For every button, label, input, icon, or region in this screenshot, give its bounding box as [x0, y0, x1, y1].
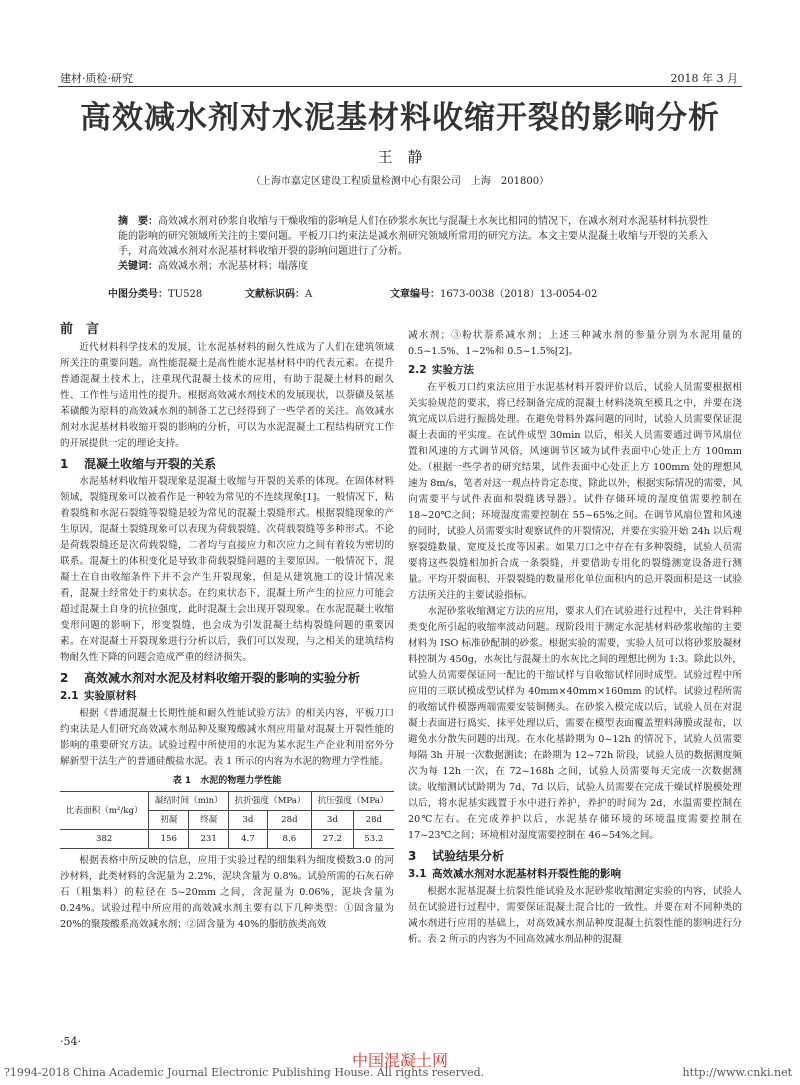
section-2-1-number: 2.1 — [60, 690, 79, 702]
copyright-footer: ?1994-2018 China Academic Journal Electronic Publishing House. All rights reserved. — [4, 1066, 485, 1079]
method-paragraph-1: 在平板刀口约束法应用于水泥基材料开裂评价以后，试验人员需要根据相关实验规范的要求，将已经制备完成的混凝土材料浇筑至模具之中，并要在浇筑完成以后进行振捣处理。在避免骨料外露问题的同时，试验人员需要保证混凝土表面的平实度。在试件成型 30min 以后，相关人员需要通过调节风扇位置和风速的方式调节风俗，风速调节区域为试件表面中心处正上方 100mm 处。（根据一些学者的研究结果，试件表面中心处正上方 100mm 处的理想风速为 8m/s，笔者对这一观点持肯定态度，除此以外，根据实际情况的需要，风向需要平与试件表面和裂缝诱导器）。试件存储环境的湿度值需要控制在18~20℃之间；环境湿度需要控制在 55~65%之间。在调节风扇位置和风速的同时，试验人员需要实时观察试件的开裂情况，并要在实验开始 24h 以后观察裂缝数量、宽度及长度等因素。如果刀口之中存在有多种裂缝，试验人员需要将这些裂缝相加折合成一条裂缝，并要借助专用化的裂缝测宽设备进行测量。平均开裂面积、开裂裂缝的数量形化单位面积内的总开裂面积是这一试验方法所关注的主要试验指标。 — [408, 382, 742, 601]
article-number-block — [390, 285, 597, 300]
table-subheader-3d: 3d — [312, 811, 354, 830]
clc-value: TU528 — [168, 289, 203, 300]
paper-title: 高效减水剂对水泥基材料收缩开裂的影响分析 — [80, 100, 720, 136]
materials-paragraph: 根据表格中所反映的信息，应用于实验过程的细集料为细度模数3.0 的河沙材料，此类材料的含泥量为 2.2%，泥块含量为 0.8%。试验所需的石灰石碎石（粗集料）的粒径在 5~20mm 之间，含泥量为 0.06%，泥块含量为 0.24%。试验过程中所应用的高效减水剂主要有以下几种类型：①固含量为 20%的聚羧酸系高效减水剂；②固含量为 40%的脂肪族类高效 — [60, 855, 394, 930]
abstract-label: 摘 要： — [118, 216, 158, 227]
table-cell: 8.6 — [267, 830, 311, 849]
table-row — [60, 830, 394, 849]
preface-paragraph: 近代材料科学技术的发展，让水泥基材料的耐久性成为了人们在建筑领域所关注的重要问题。高性能混凝土是高性能水泥基材料中的代表元素。在提升普通混凝土技术上，注重现代混凝土技术的应用，有助于混凝土材料的耐久性、工作性与适用性的提升。根据高效减水剂技术的发展现状，以萘磺及氨基苯磺酸为原料的高效减水剂的制备工艺已经得到了一些学者的关注。高效减水剂对水泥基材料收缩开裂的影响的分析，可以为水泥混凝土工程结构研究工作的开展提供一定的理论支持。 — [60, 342, 394, 449]
section-2-number: 2 — [60, 671, 69, 685]
section-2-2-number: 2.2 — [408, 364, 427, 376]
page-number: ·54· — [60, 1035, 81, 1048]
section-3-title: 试验结果分析 — [432, 849, 505, 863]
article-number-label: 文章编号： — [390, 289, 440, 300]
article-number-value: 1673-0038（2018）13-0054-02 — [440, 289, 598, 300]
preface-heading: 前 言 — [60, 322, 100, 337]
cement-properties-table — [60, 791, 394, 849]
section-3-heading — [408, 848, 742, 864]
issue-date-header: 2018 年 3 月 — [670, 72, 738, 85]
section-3-number: 3 — [408, 849, 417, 863]
table-cell: 27.2 — [312, 830, 354, 849]
table-header-setting: 凝结时间（min） — [149, 792, 229, 811]
table-cell: 4.7 — [229, 830, 268, 849]
table-header-row — [60, 792, 394, 811]
right-column — [408, 328, 742, 948]
author-affiliation: （上海市嘉定区建设工程质量检测中心有限公司 上海 201800） — [250, 176, 550, 187]
header-rule — [58, 86, 742, 87]
section-2-heading — [60, 670, 394, 686]
author-name: 王 静 — [377, 148, 423, 166]
table-header-area: 比表面积（m²/kg） — [60, 792, 149, 830]
continued-paragraph: 减水剂；③粉状萘系减水剂；上述三种减水剂的参量分别为水泥用量的0.5~1.5%、1~2%和 0.5~1.5%[2]。 — [408, 330, 742, 357]
left-column — [60, 322, 394, 933]
doc-code-value: A — [305, 289, 313, 300]
table-1-caption: 表 1 水泥的物理力学性能 — [172, 776, 282, 786]
table-subheader-initial: 初凝 — [149, 811, 189, 830]
section-2-1-heading — [60, 688, 394, 704]
table-subheader-3d: 3d — [229, 811, 268, 830]
table-header-flexural: 抗折强度（MPa） — [229, 792, 312, 811]
section-1-paragraph: 水泥基材料收缩开裂现象是混凝土收缩与开裂的关系的体现。在固体材料领域，裂缝现象可以被看作是一种较为常见的不连续现象[1]。一般情况下，粘着裂缝和水泥石裂缝等裂缝是较为常见的混凝土裂缝形式。根据裂缝现象的产生原因，混凝土裂缝现象可以表现为荷载裂缝、次荷载裂缝等多种形式。不论是荷载裂缝还是次荷载裂缝，二者均与直接应力和次应力之间有着较为密切的联系。混凝土的体积变化是导致非荷载裂缝问题的主要原因。一般情况下，混凝土在自由收缩条件下并不会产生开裂现象，但是从建筑施工的设计情况来看，混凝土经常处于约束状态。在约束状态下，混凝土所产生的拉应力可能会超过混凝土自身的抗拉强度，此时混凝土会出现开裂现象。在水泥混凝土收缩变形问题的影响下，形变裂缝，也会成为引发混凝土结构裂缝问题的重要因素。在对混凝土开裂现象进行分析以后，我们可以发现，与之相关的建筑结构物耐久性下降的问题会造成严重的经济损失。 — [60, 476, 394, 663]
clc-block — [108, 285, 202, 300]
footer-url-link[interactable]: http://www.cnki.net — [682, 1066, 792, 1079]
journal-section-header: 建材·质检·研究 — [60, 72, 133, 85]
keywords-text: 高效减水剂；水泥基材料；塌落度 — [158, 261, 308, 272]
section-3-1-heading — [408, 866, 742, 882]
section-2-1-paragraph: 根据《普通混凝土长期性能和耐久性能试验方法》的相关内容，平板刀口约束法是人们研究高效减水剂品种及聚羧酸减水剂应用量对混凝土开裂性能的影响的重要研究方法。试验过程中所使用的水泥为某水泥生产企业利用窑外分解新型干法生产的普通硅酸盐水泥。表 1 所示的内容为水泥的物理力学性能。 — [60, 708, 394, 767]
watermark-text: 中国混凝土网 — [351, 1051, 448, 1070]
table-header-compressive: 抗压强度（MPa） — [312, 792, 394, 811]
section-2-1-title: 实验原材料 — [84, 690, 137, 702]
clc-label: 中图分类号： — [108, 289, 168, 300]
section-1-title: 混凝土收缩与开裂的关系 — [84, 457, 217, 471]
doc-code-block — [245, 285, 312, 300]
table-subheader-final: 终凝 — [189, 811, 229, 830]
table-cell: 382 — [60, 830, 149, 849]
section-2-2-title: 实验方法 — [432, 364, 474, 376]
doc-code-label: 文献标识码： — [245, 289, 305, 300]
table-subheader-28d: 28d — [267, 811, 311, 830]
section-2-2-heading — [408, 362, 742, 378]
section-1-heading — [60, 456, 394, 472]
section-2-title: 高效减水剂对水泥及材料收缩开裂的影响的实验分析 — [84, 671, 361, 685]
table-subheader-28d: 28d — [353, 811, 394, 830]
table-cell: 231 — [189, 830, 229, 849]
table-cell: 156 — [149, 830, 189, 849]
abstract-text: 高效减水剂对砂浆自收缩与干燥收缩的影响是人们在砂浆水灰比与混凝土水灰比相同的情况下，在减水剂对水泥基材料抗裂性能的影响的研究领域所关注的主要问题。平板刀口约束法是减水剂研究领域所常用的研究方法。本文主要从混凝土收缩与开裂的关系入手，对高效减水剂对水泥基材料收缩开裂的影响问题进行了分析。 — [118, 216, 708, 257]
section-3-1-number: 3.1 — [408, 868, 427, 880]
section-1-number: 1 — [60, 457, 69, 471]
results-paragraph: 根据水泥基混凝土抗裂性能试验及水泥砂浆收缩测定实验的内容，试验人员在试验进行过程中，需要保证混凝土混合比的一致性。并要在对不同种类的减水剂进行应用的基础上，对高效减水剂品种度混凝土抗裂性能的影响进行分析。表 2 所示的内容为不同高效减水剂品种的混凝 — [408, 886, 742, 945]
abstract-block — [118, 214, 708, 274]
section-3-1-title: 高效减水剂对水泥基材料开裂性能的影响 — [432, 868, 621, 880]
keywords-label: 关键词： — [118, 261, 158, 272]
method-paragraph-2: 水泥砂浆收缩测定方法的应用，要求人们在试验进行过程中，关注骨料种类变化所引起的收缩率波动问题。现阶段用于测定水泥基材料砂浆收缩的主要材料为 ISO 标准砂配制的砂浆。根据实验的需要，实验人员可以将砂浆胶凝材料控制为 450g，水灰比与混凝土的水灰比之间的理想比例为 1:3。除此以外，试验人员需要保证同一配比的干缩试样与自收缩试样同时成型。试验过程中所应用的三联试模成型试样为 40mm×40mm×160mm 的试样。试验过程所需的收缩试件模器两端需要安装铜侧头。在砂浆入模完成以后，试验人员在对混凝土表面进行捣实、抹平处理以后，需要在模型表面覆盖塑料薄膜或湿布，以避免水分散失问题的出现。在水化基龄期为 0~12h 的情况下，试验人员需要每隔 3h 开展一次数据测读；在龄期为 12~72h 阶段，试验人员的数据测度频次为每 12h 一次，在 72~168h 之间，试验人员需要每天完成一次数据测读。收缩测试试龄期为 7d、7d 以后，试验人员需要在完成干燥试样脱模处理以后，将水泥基实践置于水中进行养护，养护的时间为 2d，水温需要控制在 20℃左右。在完成养护以后，水泥基存储环境的环境温度需要控制在 17~23℃之间；环境相对湿度需要控制在 46~54%之间。 — [408, 606, 742, 841]
table-cell: 53.2 — [353, 830, 394, 849]
